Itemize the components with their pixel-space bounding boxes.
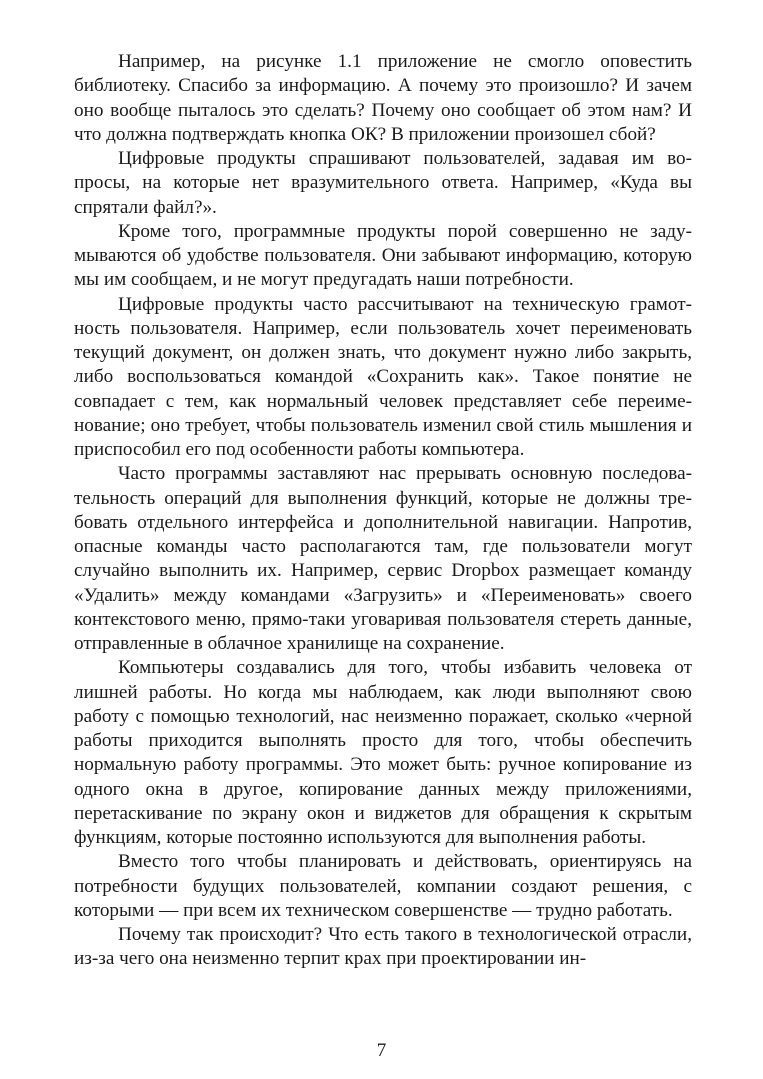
paragraph-7: Вместо того чтобы планировать и действовать, ориентируясь на потребности будущих пользователей, компании создают решения, с которыми — при всем их техническом совершенстве — трудно работать. (74, 851, 692, 921)
paragraph-1: Например, на рисунке 1.1 приложение не смогло оповестить библиотеку. Спасибо за информацию. А почему это произошло? И зачем оно вообще пыталось это сделать? Почему оно сообщает об этом нам? И что должна подтверждать кнопка ОК? В приложении произошел сбой? (74, 51, 692, 145)
paragraph-6: Компьютеры создавались для того, чтобы избавить человека от лишней работы. Но когда мы наблюдаем, как люди выполняют свою работу с помощью технологий, нас неизменно поражает, сколько «черной работы приходится выполнять просто для того, чтобы обеспечить нормальную работу программы. Это может быть: ручное копирование из одного окна в другое, копирование данных между приложениями, перетаскивание по экрану окон и виджетов для обращения к скрытым функциям, которые постоянно используются для выполнения работы. (74, 657, 692, 848)
paragraph-8: Почему так происходит? Что есть такого в технологической отрасли, из-за чего она неизменно терпит крах при проектировании ин- (74, 924, 692, 970)
paragraph-5: Часто программы заставляют нас прерывать основную последовательность операций для выполнения функций, которые не должны требовать отдельного интерфейса и дополнительной навигации. Напротив, опасные команды часто располагаются там, где пользователи могут случайно выполнить их. Например, сервис Dropbox размещает команду «Удалить» между командами «Загрузить» и «Переименовать» своего контекстового меню, прямо-таки уговаривая пользователя стереть данные, отправленные в облачное хранилище на сохранение. (74, 463, 692, 654)
paragraph-4: Цифровые продукты часто рассчитывают на техническую грамотность пользователя. Например, если пользователь хочет переименовать текущий документ, он должен знать, что документ нужно либо закрыть, либо воспользоваться командой «Сохранить как». Такое понятие не совпадает с тем, как нормальный человек представляет себе переименование; оно требует, чтобы пользователь изменил свой стиль мышления и приспособил его под особенности работы компьютера. (74, 293, 692, 460)
paragraph-3: Кроме того, программные продукты порой совершенно не задумываются об удобстве пользователя. Они забывают информацию, которую мы им сообщаем, и не могут предугадать наши потребности. (74, 220, 692, 291)
paragraph-2: Цифровые продукты спрашивают пользователей, задавая им вопросы, на которые нет вразумительного ответа. Например, «Куда вы спрятали файл?». (74, 148, 692, 218)
page-text-body (74, 50, 692, 972)
page-number: 7 (376, 1040, 387, 1061)
